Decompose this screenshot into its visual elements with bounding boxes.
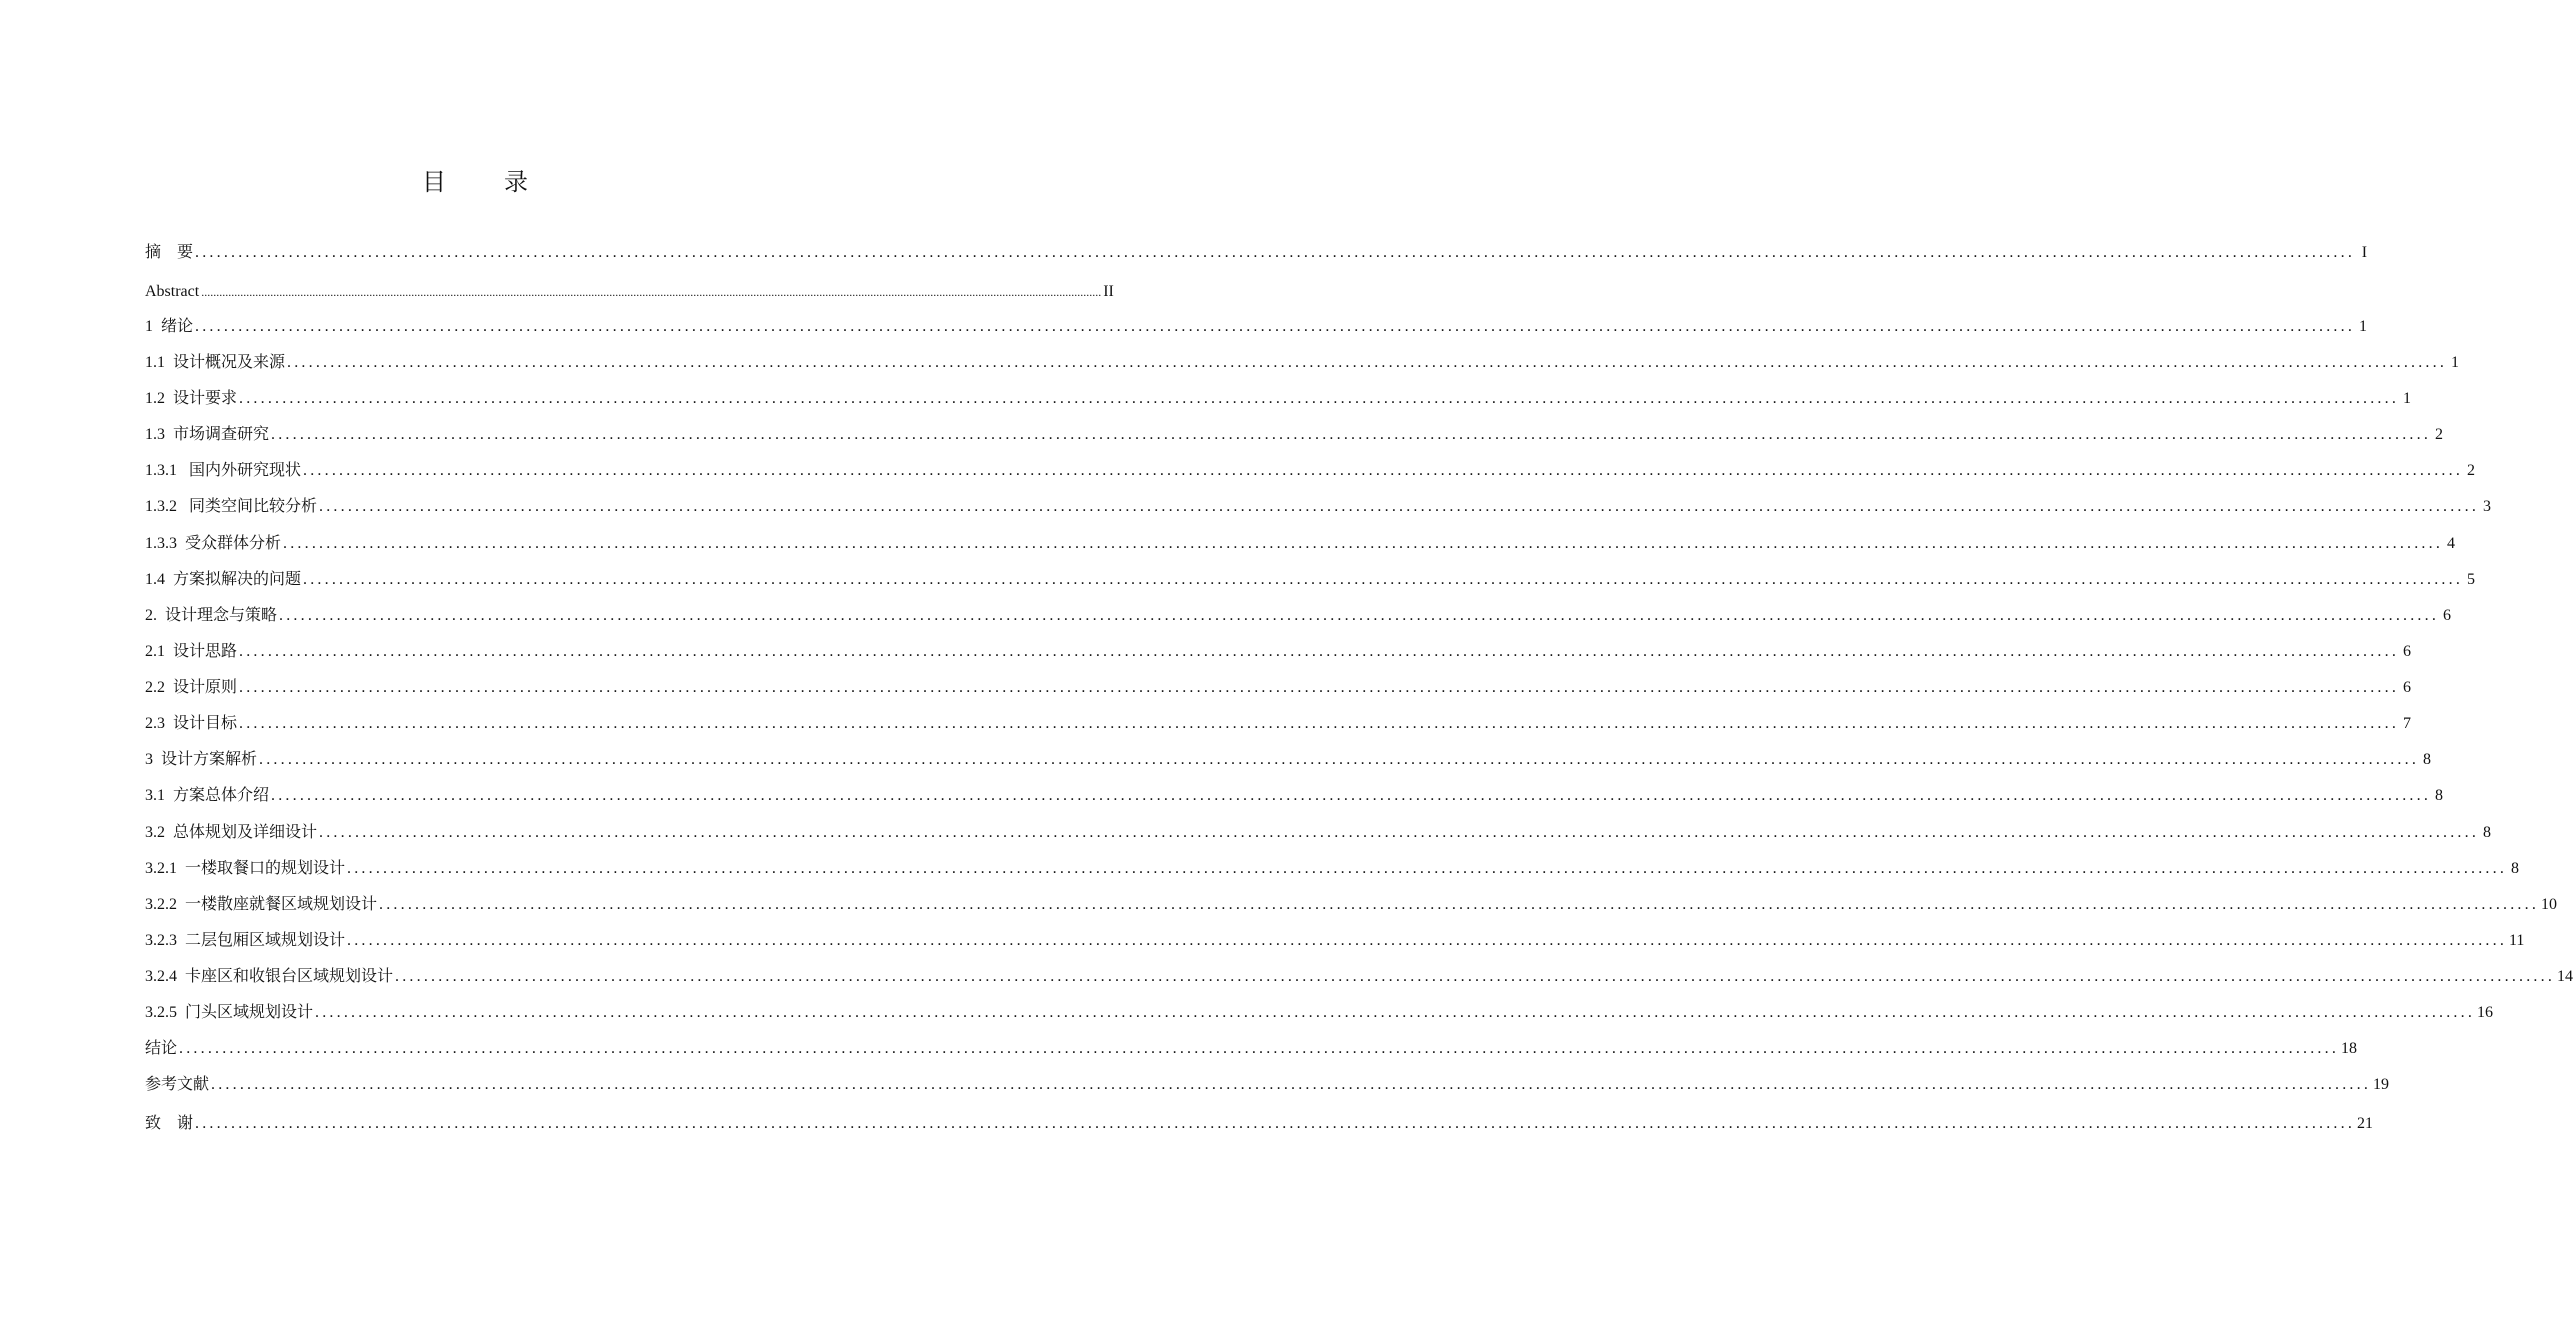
toc-entry-label: 3.2.1 一楼取餐口的规划设计	[145, 860, 346, 877]
toc-entry-page-number: 8	[2483, 824, 2492, 841]
toc-entry[interactable]	[145, 929, 2525, 953]
toc-entry-label: 3.2.5 门头区域规划设计	[145, 1004, 314, 1021]
toc-entry-page-number: 5	[2467, 571, 2476, 588]
toc-entry[interactable]	[145, 784, 2444, 808]
toc-entry-page-number: 14	[2557, 968, 2573, 985]
toc-entry[interactable]	[145, 459, 2476, 483]
toc-entry-page-number: 1	[2403, 390, 2412, 407]
toc-entry-label: 1.3.1 国内外研究现状	[145, 462, 302, 479]
toc-entry-page-number: 16	[2477, 1004, 2494, 1021]
toc-entry[interactable]	[145, 1073, 2390, 1097]
toc-entry-label: 结论	[145, 1040, 178, 1057]
toc-entry-page-number: 2	[2467, 462, 2476, 479]
toc-dot-leader: ............................................................................................................................................................................................................................................................................................................	[179, 1040, 2340, 1057]
toc-dot-leader: ............................................................................................................................................................................................................................................................................................................	[271, 787, 2432, 804]
toc-entry[interactable]	[145, 748, 2432, 772]
toc-dot-leader: ............................................................................................................................................................................................................................................................................................................	[283, 535, 2444, 552]
toc-entry-label: 2.1 设计思路	[145, 643, 238, 660]
toc-dot-leader: ............................................................................................................................................................................................................................................................................................................	[395, 968, 2556, 985]
toc-dot-leader: ............................................................................................................................................................................................................................................................................................................	[303, 462, 2464, 479]
toc-dot-leader: ............................................................................................................................................................................................................................................................................................................	[195, 318, 2356, 335]
toc-dot-leader: ............................................................................................................................................................................................................................................................................................................	[239, 715, 2400, 732]
toc-entry-page-number: 7	[2403, 715, 2412, 732]
toc-entry[interactable]	[145, 1001, 2494, 1025]
toc-entry-page-number: 21	[2357, 1115, 2374, 1132]
toc-entry-label: Abstract	[145, 283, 200, 300]
toc-entry-page-number: 4	[2447, 535, 2456, 552]
toc-entry-label: 1 绪论	[145, 318, 194, 335]
toc-entry-page-number: 6	[2403, 679, 2412, 696]
toc-entry[interactable]	[145, 495, 2492, 519]
toc-dot-leader: ............................................................................................................................................................................................................................................................................................................	[271, 426, 2432, 443]
toc-entry-page-number: 19	[2373, 1076, 2390, 1093]
toc-entry-page-number: 1	[2359, 318, 2368, 335]
toc-entry-label: 1.3.3 受众群体分析	[145, 535, 282, 552]
toc-dot-leader: ............................................................................................................................................................................................................................................................................................................	[347, 932, 2508, 949]
toc-entry-page-number: 8	[2511, 860, 2520, 877]
toc-entry[interactable]	[145, 280, 1114, 304]
toc-entry-label: 2. 设计理念与策略	[145, 607, 278, 624]
toc-dot-leader: ............................................................................................................................................................................................................................................................................................................	[347, 860, 2508, 877]
toc-entry[interactable]	[145, 387, 2412, 411]
toc-entry[interactable]	[145, 965, 2573, 989]
toc-entry-page-number: 11	[2509, 932, 2525, 949]
toc-entry-page-number: 18	[2341, 1040, 2358, 1057]
toc-entry[interactable]	[145, 857, 2520, 881]
toc-entry[interactable]	[145, 1112, 2374, 1136]
toc-entry[interactable]	[145, 532, 2456, 556]
toc-dot-leader: ............................................................................................................................................................................................................................................................................................................	[379, 896, 2540, 913]
toc-entry[interactable]	[145, 676, 2412, 700]
toc-entry-label: 1.2 设计要求	[145, 390, 238, 407]
toc-entry[interactable]	[145, 712, 2412, 736]
toc-dot-leader: ............................................................................................................................................................................................................................................................................................................	[239, 679, 2400, 696]
toc-entry-label: 2.2 设计原则	[145, 679, 238, 696]
toc-entry[interactable]	[145, 568, 2476, 592]
toc-entry-label: 3.2.2 一楼散座就餐区域规划设计	[145, 896, 378, 913]
toc-dot-leader: ............................................................................................................................................................................................................................................................................................................	[239, 390, 2400, 407]
toc-entry[interactable]	[145, 893, 2558, 917]
toc-entry-label: 3.2 总体规划及详细设计	[145, 824, 318, 841]
toc-entry-page-number: 2	[2435, 426, 2444, 443]
toc-entry-label: 1.3 市场调查研究	[145, 426, 270, 443]
toc-dot-leader: ............................................................................................................................................................................................................................................................................................................	[259, 751, 2420, 768]
toc-dot-leader: ............................................................................................................................................................................................................................................................................................................	[195, 244, 2356, 261]
toc-dot-leader: ............................................................................................................................................................................................................................................................................................................	[201, 285, 1102, 299]
toc-entry-page-number: 1	[2451, 354, 2460, 371]
toc-entry-page-number: I	[2361, 244, 2368, 261]
toc-dot-leader: ............................................................................................................................................................................................................................................................................................................	[303, 571, 2464, 588]
toc-entry-label: 1.3.2 同类空间比较分析	[145, 498, 318, 515]
toc-entry-label: 3.1 方案总体介绍	[145, 787, 270, 804]
toc-entry[interactable]	[145, 821, 2492, 845]
toc-title: 目 录	[422, 170, 554, 196]
toc-dot-leader: ............................................................................................................................................................................................................................................................................................................	[319, 498, 2480, 515]
toc-entry-page-number: 6	[2443, 607, 2452, 624]
toc-entry-page-number: 6	[2403, 643, 2412, 660]
toc-dot-leader: ............................................................................................................................................................................................................................................................................................................	[195, 1115, 2356, 1132]
toc-entry-page-number: 8	[2423, 751, 2432, 768]
toc-dot-leader: ............................................................................................................................................................................................................................................................................................................	[315, 1004, 2476, 1021]
toc-entry[interactable]	[145, 423, 2444, 447]
toc-entry-page-number: 3	[2483, 498, 2492, 515]
toc-entry-page-number: 10	[2541, 896, 2558, 913]
toc-entry[interactable]	[145, 1037, 2358, 1061]
toc-entry[interactable]	[145, 351, 2460, 375]
toc-dot-leader: ............................................................................................................................................................................................................................................................................................................	[239, 643, 2400, 660]
toc-entry-page-number: II	[1103, 283, 1114, 300]
toc-dot-leader: ............................................................................................................................................................................................................................................................................................................	[319, 824, 2480, 841]
toc-entry[interactable]	[145, 604, 2452, 628]
toc-entry[interactable]	[145, 241, 2368, 265]
toc-entry-label: 1.4 方案拟解决的问题	[145, 571, 302, 588]
toc-entry-label: 致 谢	[145, 1115, 194, 1132]
toc-entry[interactable]	[145, 640, 2412, 664]
toc-entry-label: 3 设计方案解析	[145, 751, 258, 768]
toc-dot-leader: ............................................................................................................................................................................................................................................................................................................	[279, 607, 2440, 624]
toc-entry-label: 摘 要	[145, 244, 194, 261]
toc-entry-label: 2.3 设计目标	[145, 715, 238, 732]
toc-dot-leader: ............................................................................................................................................................................................................................................................................................................	[211, 1076, 2372, 1093]
toc-entry-label: 3.2.3 二层包厢区域规划设计	[145, 932, 346, 949]
toc-dot-leader: ............................................................................................................................................................................................................................................................................................................	[287, 354, 2448, 371]
toc-entry-label: 1.1 设计概况及来源	[145, 354, 286, 371]
toc-entry-label: 参考文献	[145, 1076, 210, 1093]
toc-entry-label: 3.2.4 卡座区和收银台区域规划设计	[145, 968, 394, 985]
toc-entry[interactable]	[145, 315, 2368, 339]
toc-entry-page-number: 8	[2435, 787, 2444, 804]
